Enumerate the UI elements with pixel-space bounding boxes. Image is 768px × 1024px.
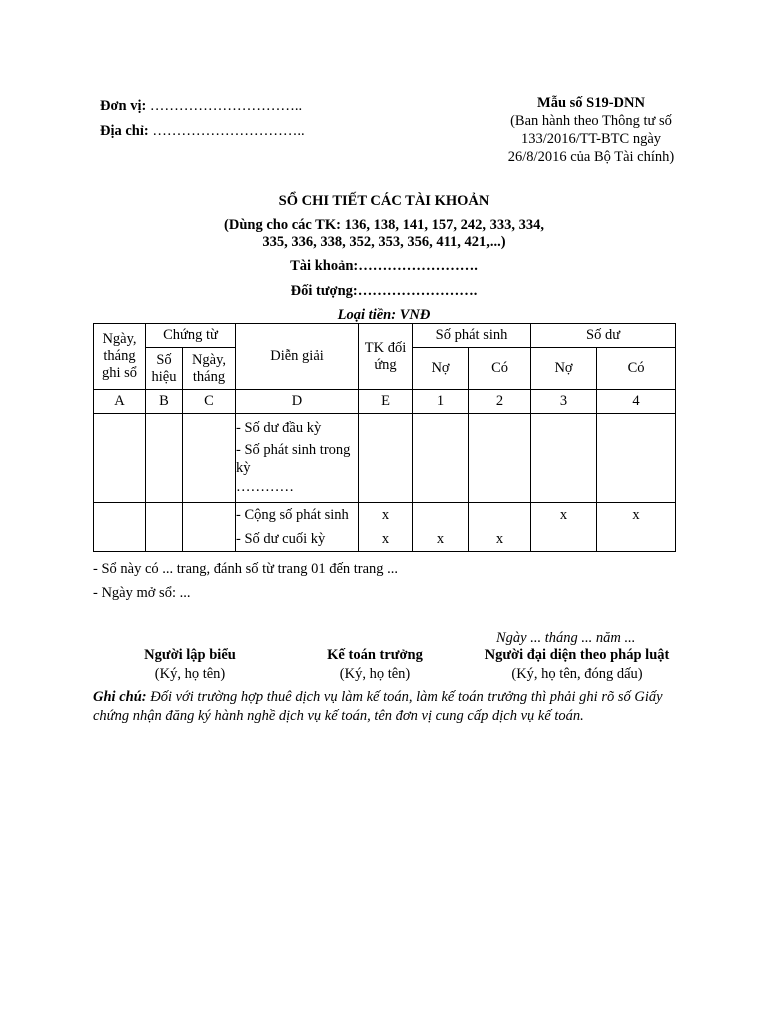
chief-accountant-title: Kế toán trưởng: [327, 647, 423, 663]
body-cell: [94, 414, 146, 503]
code-cell: D: [236, 390, 359, 414]
contra-summary-cell: [359, 503, 413, 552]
closing-credit-mark: x: [495, 531, 504, 547]
col-contra-header: TK đối ứng: [359, 324, 413, 390]
col-balance-credit-header: Có: [597, 348, 676, 390]
legal-rep-signature: [462, 646, 692, 684]
code-cell: B: [146, 390, 183, 414]
body-cell: [413, 414, 469, 503]
col-desc-header: Diễn giải: [236, 324, 359, 390]
issued-line-3: 26/8/2016 của Bộ Tài chính): [507, 149, 675, 165]
body-cell: [469, 414, 531, 503]
balance-credit-summary-cell: [597, 503, 676, 552]
body-cell: [359, 414, 413, 503]
credit-summary-cell: [469, 503, 531, 552]
unit-line: [100, 94, 305, 119]
total-balance-credit-mark: x: [632, 507, 640, 523]
total-contra-mark: x: [381, 507, 390, 523]
summary-row: [94, 503, 676, 552]
form-number: Mẫu số S19-DNN: [537, 95, 645, 111]
closing-balance-credit-mark: [597, 527, 675, 551]
body-cell: [146, 414, 183, 503]
desc-body-cell: [236, 414, 359, 503]
desc-arising: - Số phát sinh trong kỳ: [236, 442, 351, 476]
debit-summary-cell: [413, 503, 469, 552]
code-cell: A: [94, 390, 146, 414]
closing-balance-debit-mark: [531, 527, 596, 551]
code-row: [94, 390, 676, 414]
body-cell: [597, 414, 676, 503]
unit-dots: …………………………..: [146, 98, 303, 114]
preparer-signature: [120, 646, 260, 684]
code-cell: 2: [469, 390, 531, 414]
closing-contra-mark: x: [381, 531, 390, 547]
chief-accountant-signature: [305, 646, 445, 684]
currency-line: Loại tiền: VNĐ: [337, 307, 431, 323]
balance-debit-summary-cell: [531, 503, 597, 552]
address-line: [100, 119, 305, 144]
header-row-1: [94, 324, 676, 348]
col-date-header: Ngày, tháng ghi sổ: [94, 324, 146, 390]
header-right: [466, 94, 716, 166]
code-cell: E: [359, 390, 413, 414]
closing-debit-mark: x: [436, 531, 445, 547]
col-voucher-date-header: Ngày, tháng: [183, 348, 236, 390]
total-credit-mark: [469, 503, 530, 527]
address-dots: …………………………..: [148, 123, 305, 139]
desc-dots: …………: [236, 479, 295, 495]
account-line: Tài khoản:…………………….: [290, 258, 478, 274]
address-label: Địa chỉ:: [100, 123, 149, 139]
notes: [93, 557, 398, 605]
sign-date: Ngày ... tháng ... năm ...: [496, 630, 636, 646]
body-row: [94, 414, 676, 503]
code-cell: 3: [531, 390, 597, 414]
doc-subtitle-2: 335, 336, 338, 352, 353, 356, 411, 421,...): [262, 234, 506, 250]
ledger-table: [93, 323, 676, 552]
unit-label: Đơn vị:: [100, 98, 147, 114]
col-voucher-no-header: Số hiệu: [146, 348, 183, 390]
summary-cell: [183, 503, 236, 552]
body-cell: [531, 414, 597, 503]
body-cell: [183, 414, 236, 503]
footnote-label: Ghi chú:: [93, 689, 147, 705]
chief-accountant-note: (Ký, họ tên): [339, 666, 411, 682]
code-cell: 1: [413, 390, 469, 414]
col-voucher-header: Chứng từ: [146, 324, 236, 348]
doc-title: SỔ CHI TIẾT CÁC TÀI KHOẢN: [278, 193, 490, 209]
desc-summary-cell: [236, 503, 359, 552]
legal-rep-note: (Ký, họ tên, đóng dấu): [511, 666, 643, 682]
footnote: [93, 688, 693, 726]
col-balance-debit-header: Nợ: [531, 348, 597, 390]
preparer-note: (Ký, họ tên): [154, 666, 226, 682]
desc-opening: - Số dư đầu kỳ: [236, 420, 322, 436]
issued-line-1: (Ban hành theo Thông tư số: [510, 113, 672, 129]
header-left: [100, 94, 305, 144]
code-cell: 4: [597, 390, 676, 414]
col-arising-header: Số phát sinh: [413, 324, 531, 348]
legal-rep-title: Người đại diện theo pháp luật: [484, 647, 670, 663]
total-balance-debit-mark: x: [559, 507, 568, 523]
footnote-text: Đối với trường hợp thuê dịch vụ làm kế toán, làm kế toán trưởng thì phải ghi rõ số Giấy chứng nhận đăng ký hành nghề dịch vụ kế toán, tên đơn vị cung cấp dịch vụ kế toán.: [93, 689, 663, 724]
doc-subtitle-1: (Dùng cho các TK: 136, 138, 141, 157, 242, 333, 334,: [224, 217, 544, 233]
col-debit-header: Nợ: [413, 348, 469, 390]
summary-cell: [146, 503, 183, 552]
issued-line-2: 133/2016/TT-BTC ngày: [520, 131, 662, 147]
desc-closing: - Số dư cuối kỳ: [236, 531, 326, 547]
desc-total: - Cộng số phát sinh: [236, 507, 349, 523]
col-balance-header: Số dư: [531, 324, 676, 348]
code-cell: C: [183, 390, 236, 414]
total-debit-mark: [413, 503, 468, 527]
summary-cell: [94, 503, 146, 552]
open-date-note: - Ngày mở sổ: ...: [93, 585, 191, 601]
preparer-title: Người lập biểu: [144, 647, 236, 663]
page-count-note: - Sổ này có ... trang, đánh số từ trang 01 đến trang ...: [93, 561, 399, 577]
col-credit-header: Có: [469, 348, 531, 390]
object-line: Đối tượng:…………………….: [290, 283, 478, 299]
